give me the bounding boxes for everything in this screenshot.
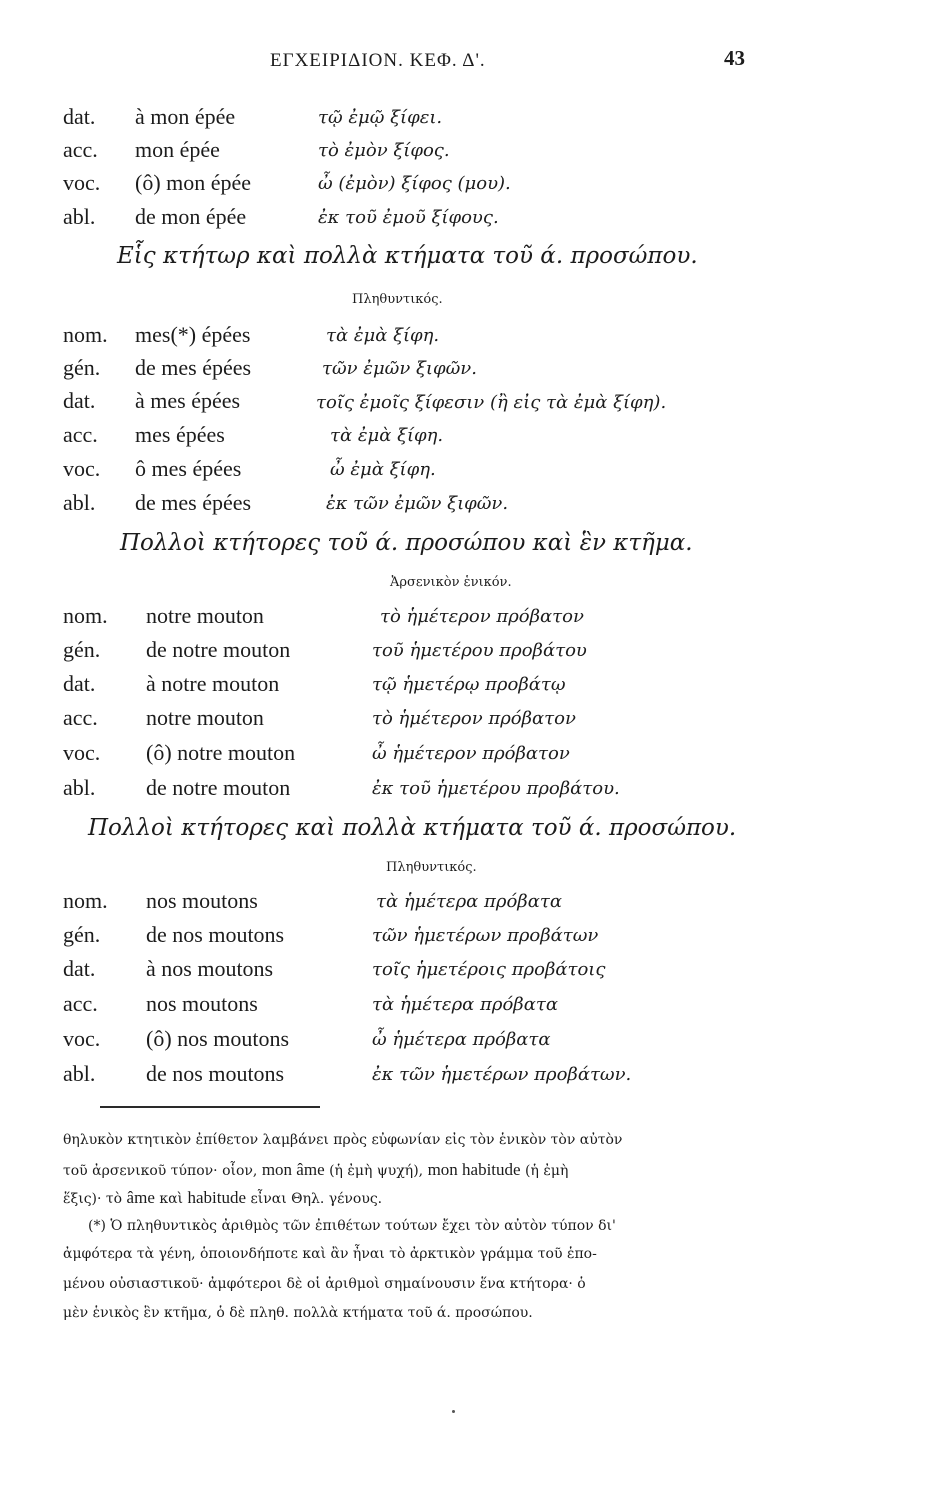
french-form: mes(*) épées [135, 322, 251, 347]
case-label: abl. [63, 1061, 96, 1086]
french-form: à nos moutons [146, 956, 274, 981]
case-label: nom. [63, 603, 108, 628]
greek-form: τῷ ἡμετέρῳ προβάτῳ [372, 674, 566, 695]
french-form: de notre mouton [146, 637, 291, 662]
footnote-french: habitude [187, 1188, 247, 1207]
footnote-rule [100, 1106, 320, 1108]
greek-form: ἐκ τῶν ἡμετέρων προβάτων. [372, 1064, 632, 1085]
case-label: acc. [63, 705, 98, 730]
greek-form: τῷ ἐμῷ ξίφει. [318, 107, 443, 128]
french-form: à notre mouton [146, 671, 280, 696]
footnote-french: mon âme [261, 1160, 325, 1179]
greek-form: τὸ ἐμὸν ξίφος. [318, 140, 450, 161]
greek-form: τὰ ἐμὰ ξίφη. [326, 325, 440, 346]
running-title: ΕΓΧΕΙΡΙΔΙΟΝ. ΚΕΦ. Δ'. [270, 50, 486, 71]
case-label: abl. [63, 775, 96, 800]
greek-form: τὰ ἡμέτερα πρόβατα [372, 994, 558, 1015]
case-label: voc. [63, 1026, 101, 1051]
french-form: de mes épées [135, 490, 252, 515]
footnote-line [63, 1160, 873, 1180]
case-label: acc. [63, 137, 98, 162]
french-form: de nos moutons [146, 1061, 285, 1086]
case-label: abl. [63, 204, 96, 229]
greek-form: τὸ ἡμέτερον πρόβατον [380, 606, 584, 627]
section-heading: Πολλοὶ κτήτορες καὶ πολλὰ κτήματα τοῦ ά. προσώπου. [88, 815, 737, 841]
case-label: dat. [63, 671, 96, 696]
french-form: nos moutons [146, 991, 258, 1016]
case-label: acc. [63, 422, 98, 447]
section-heading: Εἷς κτήτωρ καὶ πολλὰ κτήματα τοῦ ά. προσώπου. [117, 243, 698, 269]
footnote-text: ἕξις)· τὸ [63, 1191, 123, 1207]
print-speck [452, 1410, 455, 1413]
greek-form: τοῖς ἡμετέροις προβάτοις [372, 959, 606, 980]
french-form: ô mes épées [135, 456, 242, 481]
greek-form: τῶν ἡμετέρων προβάτων [372, 925, 599, 946]
greek-form: τὰ ἡμέτερα πρόβατα [376, 891, 562, 912]
footnote-text: εἶναι Θηλ. γένους. [250, 1191, 383, 1207]
greek-form: ἐκ τοῦ ἐμοῦ ξίφους. [318, 207, 499, 228]
footnote-line: ἀμφότερα τὰ γένη, ὁποιονδήποτε καὶ ἂν ἦναι τὸ ἀρκτικὸν γράμμα τοῦ ἑπο- [63, 1246, 597, 1262]
footnote-french: âme [126, 1188, 155, 1207]
french-form: nos moutons [146, 888, 258, 913]
case-label: abl. [63, 490, 96, 515]
case-label: voc. [63, 170, 101, 195]
french-form: notre mouton [146, 705, 264, 730]
case-label: dat. [63, 104, 96, 129]
case-label: nom. [63, 888, 108, 913]
greek-form: τὸ ἡμέτερον πρόβατον [372, 708, 576, 729]
page-header [0, 42, 931, 82]
greek-form: ὦ (ἐμὸν) ξίφος (μου). [318, 173, 511, 194]
french-form: de nos moutons [146, 922, 285, 947]
french-form: à mon épée [135, 104, 236, 129]
french-form: de mes épées [135, 355, 252, 380]
section-subheading: Πληθυντικός. [386, 860, 477, 875]
section-subheading: Ἀρσενικὸν ἑνικόν. [390, 575, 512, 590]
greek-form: τῶν ἐμῶν ξιφῶν. [322, 358, 477, 379]
french-form: à mes épées [135, 388, 241, 413]
footnote-text: τοῦ ἀρσενικοῦ τύπον· οἷον, [63, 1163, 258, 1179]
greek-form: ὦ ἡμέτερον πρόβατον [372, 743, 570, 764]
footnote-text: καὶ [159, 1191, 184, 1207]
footnote-line [63, 1188, 873, 1208]
case-label: acc. [63, 991, 98, 1016]
footnote-line: (*) Ὁ πληθυντικὸς ἀριθμὸς τῶν ἐπιθέτων τούτων ἔχει τὸν αὐτὸν τύπον δι' [88, 1218, 616, 1234]
footnote-line: μένου οὐσιαστικοῦ· ἀμφότεροι δὲ οἱ ἀριθμοὶ σημαίνουσιν ἕνα κτήτορα· ὁ [63, 1276, 586, 1292]
case-label: gén. [63, 355, 101, 380]
section-subheading: Πληθυντικός. [352, 292, 443, 307]
greek-form: ὦ ἡμέτερα πρόβατα [372, 1029, 551, 1050]
section-heading: Πολλοὶ κτήτορες τοῦ ά. προσώπου καὶ ἓν κτῆμα. [120, 530, 693, 556]
case-label: nom. [63, 322, 108, 347]
page-number: 43 [724, 46, 745, 70]
greek-form: τὰ ἐμὰ ξίφη. [330, 425, 444, 446]
footnote-line: θηλυκὸν κτητικὸν ἐπίθετον λαμβάνει πρὸς εὐφωνίαν εἰς τὸν ἑνικὸν τὸν αὐτὸν [63, 1132, 623, 1148]
french-form: de mon épée [135, 204, 247, 229]
case-label: voc. [63, 456, 101, 481]
french-form: mes épées [135, 422, 225, 447]
greek-form: ἐκ τῶν ἐμῶν ξιφῶν. [326, 493, 509, 514]
greek-form: τοῖς ἐμοῖς ξίφεσιν (ἢ εἰς τὰ ἐμὰ ξίφη). [316, 392, 667, 413]
case-label: gén. [63, 637, 101, 662]
footnote-line: μὲν ἑνικὸς ἓν κτῆμα, ὁ δὲ πληθ. πολλὰ κτήματα τοῦ ά. προσώπου. [63, 1305, 533, 1321]
french-form: mon épée [135, 137, 220, 162]
footnote-french: mon habitude [427, 1160, 521, 1179]
french-form: (ô) nos moutons [146, 1026, 289, 1051]
greek-form: ὦ ἐμὰ ξίφη. [330, 459, 436, 480]
french-form: (ô) notre mouton [146, 740, 296, 765]
case-label: gén. [63, 922, 101, 947]
case-label: dat. [63, 388, 96, 413]
greek-form: τοῦ ἡμετέρου προβάτου [372, 640, 587, 661]
french-form: de notre mouton [146, 775, 291, 800]
footnote-text: (ἡ ἐμὴ ψυχή), [329, 1163, 424, 1179]
french-form: (ô) mon épée [135, 170, 252, 195]
case-label: voc. [63, 740, 101, 765]
greek-form: ἐκ τοῦ ἡμετέρου προβάτου. [372, 778, 620, 799]
french-form: notre mouton [146, 603, 264, 628]
case-label: dat. [63, 956, 96, 981]
footnote-text: (ἡ ἐμὴ [525, 1163, 569, 1179]
